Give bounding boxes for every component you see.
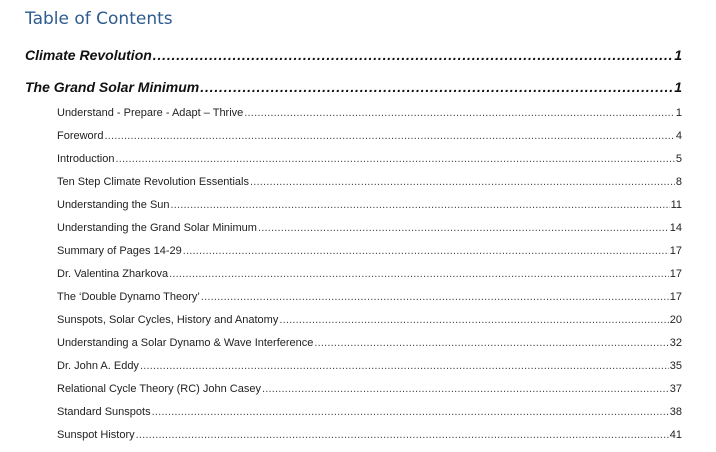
toc-entry-label: Dr. John A. Eddy: [57, 360, 139, 372]
toc-entry-understanding-the-sun[interactable]: [57, 199, 682, 211]
toc-entry-page: 32: [669, 337, 682, 349]
dot-leader: [183, 245, 669, 257]
toc-title: Table of Contents: [25, 9, 173, 29]
toc-entry-label: Sunspots, Solar Cycles, History and Anatomy: [57, 314, 279, 326]
toc-entry-understanding-gsm[interactable]: [57, 222, 682, 234]
dot-leader: [258, 222, 669, 234]
toc-entry-climate-revolution[interactable]: [25, 47, 682, 63]
dot-leader: [201, 291, 669, 303]
toc-entry-introduction[interactable]: [57, 153, 682, 165]
toc-entry-solar-dynamo[interactable]: [57, 337, 682, 349]
toc-entry-label: Climate Revolution: [25, 47, 152, 63]
toc-entry-label: Ten Step Climate Revolution Essentials: [57, 176, 249, 188]
toc-entry-page: 8: [675, 176, 682, 188]
toc-entry-understand-prepare[interactable]: [57, 107, 682, 119]
toc-entry-page: 1: [674, 47, 682, 63]
toc-entry-sunspots-solar-cycles[interactable]: [57, 314, 682, 326]
toc-entry-page: 38: [669, 406, 682, 418]
toc-entry-ten-step-essentials[interactable]: [57, 176, 682, 188]
dot-leader: [279, 314, 668, 326]
toc-entry-label: Understanding the Grand Solar Minimum: [57, 222, 257, 234]
toc-entry-label: Introduction: [57, 153, 115, 165]
toc-entry-page: 1: [674, 79, 682, 95]
toc-entry-page: 11: [670, 199, 682, 211]
toc-entry-grand-solar-minimum[interactable]: [25, 79, 682, 95]
toc-entry-label: The ‘Double Dynamo Theory’: [57, 291, 200, 303]
dot-leader: [314, 337, 668, 349]
toc-entry-relational-cycle[interactable]: [57, 383, 682, 395]
toc-entry-eddy[interactable]: [57, 360, 682, 372]
toc-entry-label: Sunspot History: [57, 429, 135, 441]
toc-entry-standard-sunspots[interactable]: [57, 406, 682, 418]
dot-leader: [104, 130, 674, 142]
toc-entry-label: Dr. Valentina Zharkova: [57, 268, 169, 280]
dot-leader: [171, 199, 670, 211]
toc-entry-foreword[interactable]: [57, 130, 682, 142]
toc-entry-label: Understanding the Sun: [57, 199, 170, 211]
dot-leader: [115, 153, 674, 165]
toc-entry-summary-pages[interactable]: [57, 245, 682, 257]
toc-entry-page: 37: [669, 383, 682, 395]
toc-entry-label: Understanding a Solar Dynamo & Wave Interference: [57, 337, 314, 349]
toc-entry-page: 1: [675, 107, 682, 119]
toc-entry-page: 17: [669, 268, 682, 280]
toc-entry-label: The Grand Solar Minimum: [25, 79, 200, 95]
toc-entry-zharkova[interactable]: [57, 268, 682, 280]
toc-entry-page: 5: [675, 153, 682, 165]
dot-leader: [152, 406, 669, 418]
dot-leader: [262, 383, 669, 395]
dot-leader: [153, 47, 673, 63]
dot-leader: [250, 176, 675, 188]
toc-entry-sunspot-history[interactable]: [57, 429, 682, 441]
toc-entry-page: 41: [669, 429, 682, 441]
toc-entry-page: 4: [675, 130, 682, 142]
toc-entry-label: Relational Cycle Theory (RC) John Casey: [57, 383, 261, 395]
toc-entry-page: 17: [669, 291, 682, 303]
toc-entry-label: Understand - Prepare - Adapt – Thrive: [57, 107, 244, 119]
toc-entry-page: 14: [669, 222, 682, 234]
toc-entry-label: Summary of Pages 14-29: [57, 245, 182, 257]
toc-entry-label: Foreword: [57, 130, 104, 142]
dot-leader: [136, 429, 669, 441]
toc-entry-page: 35: [669, 360, 682, 372]
dot-leader: [140, 360, 669, 372]
toc-entry-double-dynamo[interactable]: [57, 291, 682, 303]
dot-leader: [244, 107, 675, 119]
toc-entry-page: 17: [669, 245, 682, 257]
dot-leader: [169, 268, 669, 280]
toc-entry-page: 20: [669, 314, 682, 326]
toc-entry-label: Standard Sunspots: [57, 406, 151, 418]
dot-leader: [200, 79, 673, 95]
